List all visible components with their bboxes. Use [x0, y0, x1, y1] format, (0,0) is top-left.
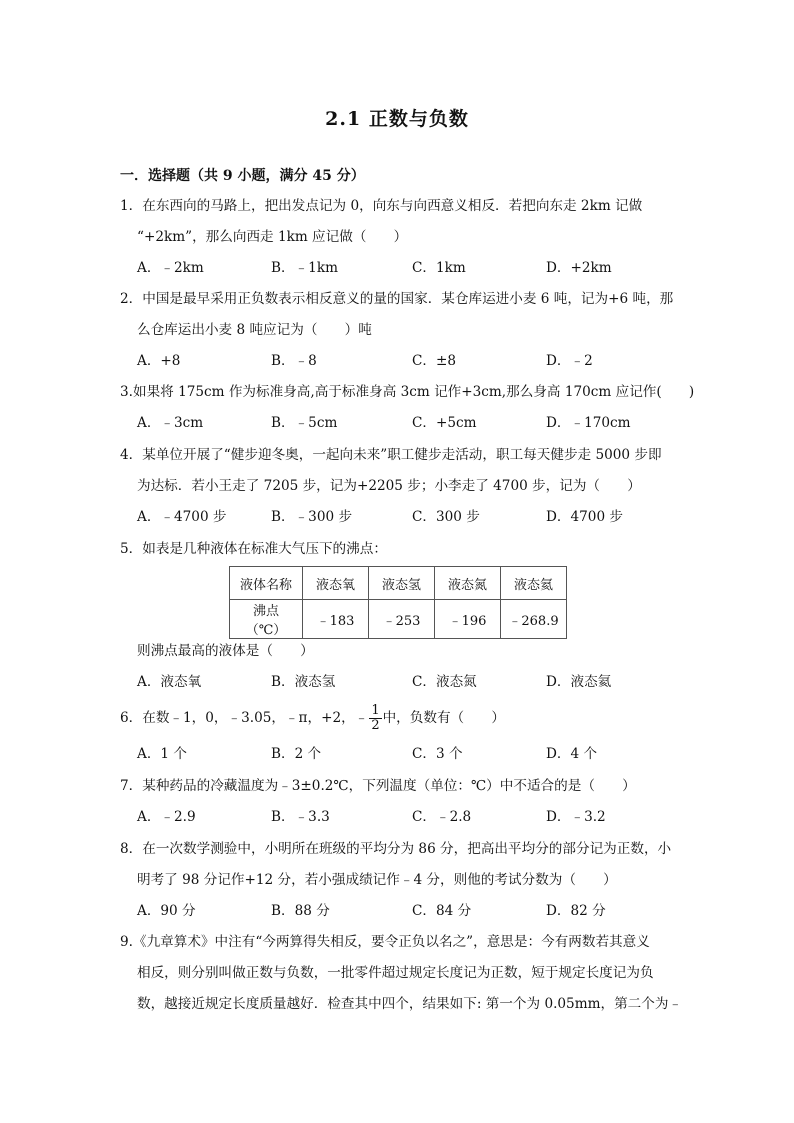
table-cell: ﹣268.9: [501, 600, 567, 639]
question-5-line-2: 则沸点最高的液体是（ ）: [137, 643, 314, 659]
question-1-line-1: 1．在东西向的马路上，把出发点记为 0，向东与向西意义相反．若把向东走 2km 记做: [120, 198, 643, 214]
question-1-line-2: “+2km”，那么向西走 1km 应记做（ ）: [137, 229, 408, 245]
option-d: D．4 个: [546, 746, 598, 762]
table-row: [230, 600, 567, 639]
table-cell: 液态氮: [435, 567, 501, 600]
option-c: C．84 分: [412, 903, 472, 919]
table-cell: ﹣183: [303, 600, 369, 639]
option-c: C．3 个: [412, 746, 463, 762]
option-a: A．1 个: [137, 746, 187, 762]
option-b: B．2 个: [271, 746, 322, 762]
boiling-point-table: [229, 566, 567, 639]
question-5-line-1: 5．如表是几种液体在标准大气压下的沸点：: [120, 541, 387, 557]
question-7-line-1: 7．某种药品的冷藏温度为﹣3±0.2℃，下列温度（单位：℃）中不适合的是（ ）: [120, 778, 636, 794]
table-cell: 沸点（℃）: [230, 600, 303, 639]
question-9-line-2: 相反，则分别叫做正数与负数，一批零件超过规定长度记为正数，短于规定长度记为负: [137, 965, 654, 981]
table-header-row: [230, 567, 567, 600]
option-d: D．4700 步: [546, 509, 624, 525]
option-b: B．﹣5cm: [271, 415, 338, 431]
option-c: C．﹣2.8: [412, 809, 472, 825]
question-2-line-1: 2．中国是最早采用正负数表示相反意义的量的国家．某仓库运进小麦 6 吨，记为+6 吨，那: [120, 291, 674, 307]
option-b: B．﹣1km: [271, 260, 338, 276]
option-b: B．﹣3.3: [271, 809, 330, 825]
option-c: C．300 步: [412, 509, 480, 525]
question-6-prefix: 6．在数﹣1，0，﹣3.05，﹣π，+2，﹣: [120, 710, 369, 726]
option-c: C．±8: [412, 353, 457, 369]
option-c: C．液态氮: [412, 674, 477, 690]
table-cell: 液体名称: [230, 567, 303, 600]
question-6-line-1: [120, 704, 505, 733]
fraction: [369, 704, 381, 733]
option-d: D．+2km: [546, 260, 612, 276]
option-b: B．﹣8: [271, 353, 317, 369]
table-cell: ﹣196: [435, 600, 501, 639]
option-a: A．液态氧: [137, 674, 202, 690]
option-a: A．+8: [137, 353, 181, 369]
table-cell: 液态氦: [501, 567, 567, 600]
question-4-line-1: 4．某单位开展了“健步迎冬奥，一起向未来”职工健步走活动，职工每天健步走 5000 步即: [120, 447, 662, 463]
question-8-line-1: 8．在一次数学测验中，小明所在班级的平均分为 86 分，把高出平均分的部分记为正数，小: [120, 841, 672, 857]
option-d: D．液态氦: [546, 674, 612, 690]
question-4-line-2: 为达标．若小王走了 7205 步，记为+2205 步；小李走了 4700 步，记为（ ）: [137, 478, 641, 494]
option-d: D．82 分: [546, 903, 606, 919]
question-9-line-1: 9.《九章算术》中注有“今两算得失相反，要令正负以名之”，意思是：今有两数若其意义: [120, 934, 650, 950]
option-c: C．1km: [412, 260, 466, 276]
option-a: A．﹣4700 步: [137, 509, 227, 525]
fraction-denominator: 2: [371, 718, 380, 733]
option-d: D．﹣170cm: [546, 415, 631, 431]
option-d: D．﹣3.2: [546, 809, 606, 825]
question-9-line-3: 数，越接近规定长度质量越好．检查其中四个，结果如下: 第一个为 0.05mm，第二个为﹣: [137, 996, 683, 1012]
question-3-line-1: 3.如果将 175cm 作为标准身高,高于标准身高 3cm 记作+3cm,那么身高 170cm 应记作( ): [120, 384, 695, 400]
option-c: C．+5cm: [412, 415, 477, 431]
table-cell: ﹣253: [369, 600, 435, 639]
question-6-suffix: 中，负数有（ ）: [382, 710, 505, 726]
option-b: B．88 分: [271, 903, 330, 919]
option-a: A．90 分: [137, 903, 196, 919]
fraction-numerator: 1: [371, 703, 380, 718]
option-a: A．﹣2.9: [137, 809, 196, 825]
option-a: A．﹣2km: [137, 260, 204, 276]
section-heading: 一．选择题（共 9 小题，满分 45 分）: [120, 168, 365, 184]
page-title: 2.1 正数与负数: [325, 108, 469, 130]
option-d: D．﹣2: [546, 353, 593, 369]
question-8-line-2: 明考了 98 分记作+12 分，若小强成绩记作﹣4 分，则他的考试分数为（ ）: [137, 872, 617, 888]
option-a: A．﹣3cm: [137, 415, 204, 431]
question-2-line-2: 么仓库运出小麦 8 吨应记为（ ）吨: [137, 322, 372, 338]
table-cell: 液态氧: [303, 567, 369, 600]
option-b: B．液态氢: [271, 674, 336, 690]
option-b: B．﹣300 步: [271, 509, 353, 525]
table-cell: 液态氢: [369, 567, 435, 600]
